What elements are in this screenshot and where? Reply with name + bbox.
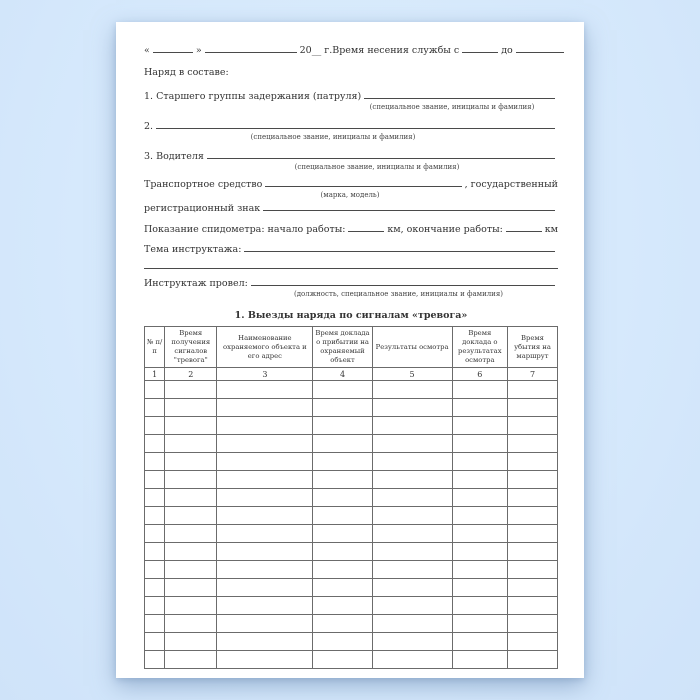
table-cell xyxy=(313,453,372,471)
table-cell xyxy=(145,399,165,417)
table-cell xyxy=(372,453,452,471)
vehicle-label: Транспортное средство xyxy=(144,179,263,190)
odometer-start-blank xyxy=(348,221,384,232)
table-cell xyxy=(372,651,452,669)
table-cell xyxy=(165,561,217,579)
table-cell xyxy=(452,417,507,435)
date-close-quote: » xyxy=(195,45,202,56)
table-cell xyxy=(313,633,372,651)
table-cell xyxy=(217,615,313,633)
table-cell xyxy=(217,633,313,651)
odometer-label: Показание спидометра: начало работы: xyxy=(144,224,346,235)
table-cell xyxy=(507,543,557,561)
table-cell xyxy=(165,453,217,471)
table-cell xyxy=(507,615,557,633)
table-column-number-row xyxy=(145,368,558,381)
table-cell xyxy=(452,561,507,579)
member3-line xyxy=(144,148,558,163)
table-cell xyxy=(372,489,452,507)
duty-time-line xyxy=(332,42,567,57)
odometer-end-blank xyxy=(506,221,542,232)
squad-label: Наряд в составе: xyxy=(144,67,229,78)
table-cell xyxy=(507,525,557,543)
table-column-number-6: 6 xyxy=(452,368,507,381)
briefing-topic-line xyxy=(144,241,558,256)
table-cell xyxy=(372,417,452,435)
member2-label: 2. xyxy=(144,121,154,132)
member3-blank xyxy=(207,148,555,159)
table-cell xyxy=(145,435,165,453)
table-cell xyxy=(452,471,507,489)
table-body xyxy=(145,381,558,669)
table-cell xyxy=(217,489,313,507)
table-cell xyxy=(165,579,217,597)
table-column-number-3: 3 xyxy=(217,368,313,381)
table-cell xyxy=(452,435,507,453)
table-column-number-4: 4 xyxy=(313,368,372,381)
table-cell xyxy=(372,507,452,525)
table-row xyxy=(145,579,558,597)
table-cell xyxy=(452,633,507,651)
table-cell xyxy=(372,399,452,417)
vehicle-line xyxy=(144,176,558,191)
table-cell xyxy=(452,615,507,633)
table-header-col3: Наименование охраняемого объекта и его адрес xyxy=(217,327,313,368)
member3-caption: (специальное звание, инициалы и фамилия) xyxy=(294,163,460,171)
table-header-col4: Время доклада о прибытии на охраняемый объект xyxy=(313,327,372,368)
table-header-col7: Время убытия на маршрут xyxy=(507,327,557,368)
table-cell xyxy=(313,651,372,669)
table-cell xyxy=(507,507,557,525)
table-cell xyxy=(452,381,507,399)
table-cell xyxy=(507,651,557,669)
table-cell xyxy=(165,543,217,561)
table-cell xyxy=(372,615,452,633)
date-year-label: 20__ г. xyxy=(299,45,333,56)
registration-plate-line xyxy=(144,200,558,215)
table-cell xyxy=(145,381,165,399)
table-cell xyxy=(313,489,372,507)
table-cell xyxy=(452,399,507,417)
table-cell xyxy=(313,579,372,597)
briefing-topic-continuation-line xyxy=(144,258,558,269)
table-cell xyxy=(452,597,507,615)
table-row xyxy=(145,543,558,561)
table-cell xyxy=(313,435,372,453)
table-cell xyxy=(372,471,452,489)
vehicle-caption: (марка, модель) xyxy=(320,191,380,199)
table-cell xyxy=(165,471,217,489)
odometer-unit-label: км xyxy=(544,224,559,235)
table-cell xyxy=(313,561,372,579)
table-cell xyxy=(217,453,313,471)
table-cell xyxy=(217,471,313,489)
table-cell xyxy=(372,543,452,561)
table-cell xyxy=(217,651,313,669)
table-cell xyxy=(452,651,507,669)
vehicle-blank xyxy=(265,176,461,187)
table-row xyxy=(145,381,558,399)
table-cell xyxy=(217,543,313,561)
table-cell xyxy=(507,381,557,399)
table-cell xyxy=(452,525,507,543)
table-cell xyxy=(372,525,452,543)
briefing-topic-blank xyxy=(244,241,555,252)
table-cell xyxy=(313,381,372,399)
briefing-by-caption: (должность, специальное звание, инициалы и фамилия) xyxy=(294,290,503,298)
table-cell xyxy=(313,543,372,561)
reg-plate-blank xyxy=(263,200,555,211)
table-row xyxy=(145,435,558,453)
table-cell xyxy=(165,615,217,633)
date-day-blank xyxy=(153,42,193,53)
table-cell xyxy=(507,579,557,597)
table-cell xyxy=(217,381,313,399)
table-cell xyxy=(145,525,165,543)
member1-line xyxy=(144,88,558,103)
table-row xyxy=(145,489,558,507)
table-column-number-2: 2 xyxy=(165,368,217,381)
table-cell xyxy=(165,435,217,453)
table-row xyxy=(145,471,558,489)
table-cell xyxy=(145,471,165,489)
table-cell xyxy=(165,417,217,435)
table-column-number-5: 5 xyxy=(372,368,452,381)
table-cell xyxy=(313,507,372,525)
duty-time-from-blank xyxy=(462,42,498,53)
table-row xyxy=(145,597,558,615)
table-column-number-1: 1 xyxy=(145,368,165,381)
table-cell xyxy=(507,561,557,579)
table-cell xyxy=(217,399,313,417)
table-header-col1: № п/п xyxy=(145,327,165,368)
table-cell xyxy=(145,597,165,615)
table-cell xyxy=(165,525,217,543)
table-cell xyxy=(165,651,217,669)
table-cell xyxy=(145,417,165,435)
member2-caption: (специальное звание, инициалы и фамилия) xyxy=(250,133,416,141)
table-cell xyxy=(165,597,217,615)
table-cell xyxy=(165,507,217,525)
table-row xyxy=(145,561,558,579)
reg-plate-label: регистрационный знак xyxy=(144,203,261,214)
table-cell xyxy=(217,561,313,579)
briefing-topic-label: Тема инструктажа: xyxy=(144,244,242,255)
vehicle-suffix: , государственный xyxy=(464,179,558,190)
table-row xyxy=(145,507,558,525)
table-row xyxy=(145,615,558,633)
table-cell xyxy=(313,525,372,543)
table-cell xyxy=(313,399,372,417)
table-column-number-7: 7 xyxy=(507,368,557,381)
date-line xyxy=(144,42,332,57)
table-cell xyxy=(452,489,507,507)
table-header-col6: Время доклада о результатах осмотра xyxy=(452,327,507,368)
table-row xyxy=(145,453,558,471)
date-open-quote: « xyxy=(144,45,150,56)
member3-label: 3. Водителя xyxy=(144,151,204,162)
date-month-blank xyxy=(205,42,297,53)
odometer-mid-label: км, окончание работы: xyxy=(387,224,503,235)
odometer-line xyxy=(144,221,558,236)
member2-blank xyxy=(156,118,555,129)
table-cell xyxy=(145,561,165,579)
form-document xyxy=(116,22,584,678)
section-title: 1. Выезды наряда по сигналам «тревога» xyxy=(234,310,468,321)
table-cell xyxy=(372,597,452,615)
member1-caption: (специальное звание, инициалы и фамилия) xyxy=(369,103,535,111)
table-cell xyxy=(507,417,557,435)
table-cell xyxy=(313,471,372,489)
duty-time-to-label: до xyxy=(501,45,513,56)
table-cell xyxy=(217,507,313,525)
table-row xyxy=(145,651,558,669)
table-cell xyxy=(217,525,313,543)
table-cell xyxy=(165,489,217,507)
table-cell xyxy=(372,435,452,453)
table-cell xyxy=(507,471,557,489)
member2-line xyxy=(144,118,558,133)
table-cell xyxy=(217,417,313,435)
briefing-by-line xyxy=(144,275,558,290)
table-cell xyxy=(452,453,507,471)
table-cell xyxy=(145,651,165,669)
table-cell xyxy=(165,381,217,399)
table-row xyxy=(145,633,558,651)
briefing-by-label: Инструктаж провел: xyxy=(144,278,248,289)
duty-time-to-blank xyxy=(516,42,564,53)
table-cell xyxy=(372,579,452,597)
date-and-duty-time-line xyxy=(144,42,558,57)
table-cell xyxy=(507,435,557,453)
briefing-topic-continuation-blank xyxy=(144,258,558,269)
table-cell xyxy=(145,489,165,507)
table-cell xyxy=(145,543,165,561)
table-cell xyxy=(217,435,313,453)
table-cell xyxy=(313,615,372,633)
table-cell xyxy=(145,615,165,633)
alarm-trips-table xyxy=(144,326,558,669)
table-header-row xyxy=(145,327,558,368)
table-cell xyxy=(507,597,557,615)
table-header-col2: Время получения сигналов "тревога" xyxy=(165,327,217,368)
table-cell xyxy=(507,633,557,651)
table-cell xyxy=(452,507,507,525)
table-cell xyxy=(165,633,217,651)
table-row xyxy=(145,399,558,417)
table-cell xyxy=(452,543,507,561)
table-row xyxy=(145,417,558,435)
table-cell xyxy=(313,597,372,615)
member1-label: 1. Старшего группы задержания (патруля) xyxy=(144,91,362,102)
table-cell xyxy=(145,453,165,471)
squad-composition-line xyxy=(144,67,558,79)
briefing-by-blank xyxy=(251,275,555,286)
table-cell xyxy=(372,633,452,651)
member1-blank xyxy=(364,88,555,99)
table-cell xyxy=(452,579,507,597)
table-cell xyxy=(507,399,557,417)
table-cell xyxy=(507,489,557,507)
table-cell xyxy=(145,507,165,525)
table-cell xyxy=(165,399,217,417)
table-cell xyxy=(372,381,452,399)
table-cell xyxy=(217,597,313,615)
table-cell xyxy=(145,633,165,651)
table-cell xyxy=(145,579,165,597)
table-header-col5: Результаты осмотра xyxy=(372,327,452,368)
table-cell xyxy=(313,417,372,435)
table-cell xyxy=(217,579,313,597)
table-cell xyxy=(372,561,452,579)
duty-time-label: Время несения службы с xyxy=(332,45,460,56)
table-cell xyxy=(507,453,557,471)
table-row xyxy=(145,525,558,543)
